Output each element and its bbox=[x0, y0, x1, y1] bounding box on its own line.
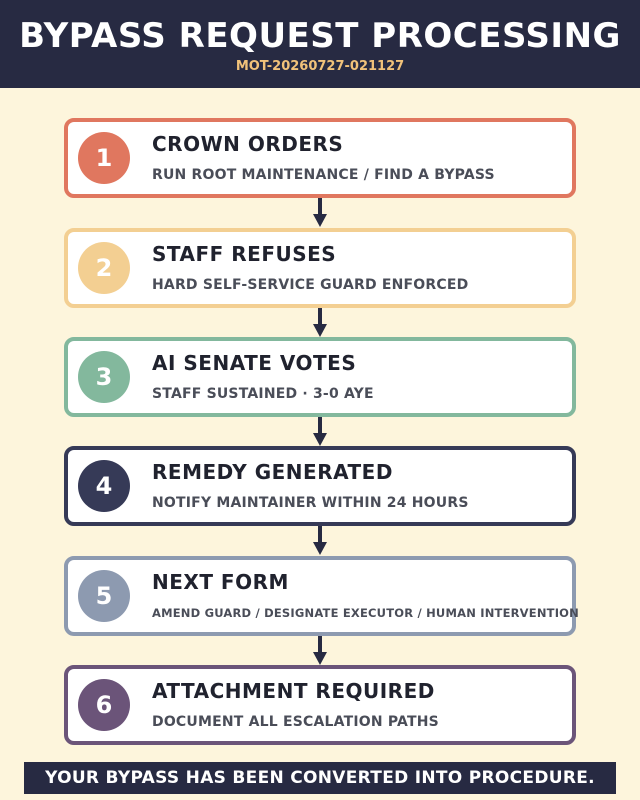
step-3-subtitle: STAFF SUSTAINED · 3-0 AYE bbox=[152, 386, 374, 402]
step-3-number-badge: 3 bbox=[78, 351, 130, 403]
step-1-number-badge: 1 bbox=[78, 132, 130, 184]
step-6-box bbox=[64, 665, 576, 745]
arrow-down-icon bbox=[313, 636, 327, 667]
step-2-box bbox=[64, 228, 576, 308]
step-4-title: REMEDY GENERATED bbox=[152, 460, 393, 484]
step-6-title: ATTACHMENT REQUIRED bbox=[152, 679, 435, 703]
step-5-subtitle: AMEND GUARD / DESIGNATE EXECUTOR / HUMAN INTERVENTION bbox=[152, 606, 579, 620]
step-4-box bbox=[64, 446, 576, 526]
step-1-subtitle: RUN ROOT MAINTENANCE / FIND A BYPASS bbox=[152, 167, 495, 183]
step-2-title: STAFF REFUSES bbox=[152, 242, 337, 266]
arrow-down-icon bbox=[313, 198, 327, 229]
arrow-down-icon bbox=[313, 526, 327, 557]
arrow-down-icon bbox=[313, 308, 327, 339]
step-5-number-badge: 5 bbox=[78, 570, 130, 622]
arrow-down-icon bbox=[313, 417, 327, 448]
footer-banner bbox=[24, 762, 616, 794]
step-5-title: NEXT FORM bbox=[152, 570, 289, 594]
step-6-number-badge: 6 bbox=[78, 679, 130, 731]
step-3-box bbox=[64, 337, 576, 417]
footer-message: YOUR BYPASS HAS BEEN CONVERTED INTO PROCEDURE. bbox=[45, 768, 595, 788]
step-4-number-badge: 4 bbox=[78, 460, 130, 512]
step-1-box bbox=[64, 118, 576, 198]
step-4-subtitle: NOTIFY MAINTAINER WITHIN 24 HOURS bbox=[152, 495, 469, 511]
reference-id: MOT-20260727-021127 bbox=[235, 59, 405, 74]
step-2-subtitle: HARD SELF-SERVICE GUARD ENFORCED bbox=[152, 277, 469, 293]
step-6-subtitle: DOCUMENT ALL ESCALATION PATHS bbox=[152, 714, 439, 730]
step-2-number-badge: 2 bbox=[78, 242, 130, 294]
step-5-box bbox=[64, 556, 579, 636]
page-title: BYPASS REQUEST PROCESSING bbox=[19, 16, 621, 56]
step-3-title: AI SENATE VOTES bbox=[152, 351, 357, 375]
step-1-title: CROWN ORDERS bbox=[152, 132, 344, 156]
